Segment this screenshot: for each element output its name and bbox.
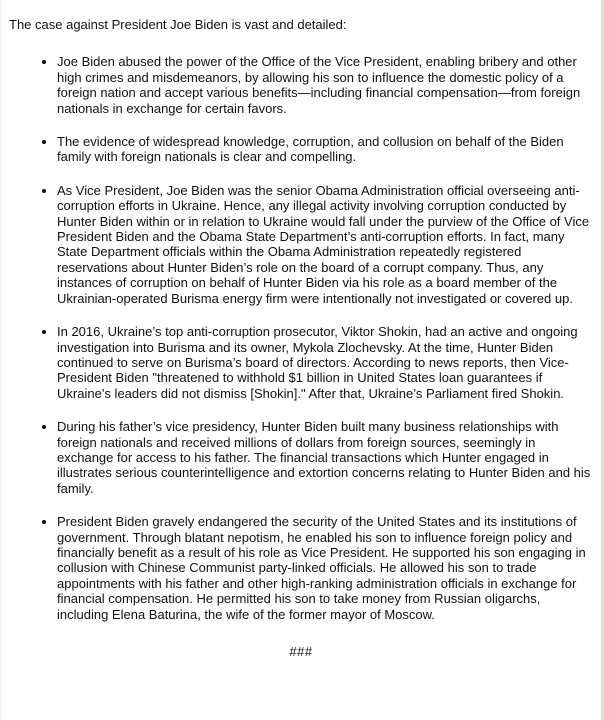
bullet-item: • As Vice President, Joe Biden was the senior Obama Administration official overseeing anti-corruption efforts in Ukraine. Hence, any illegal activity involving corruption conducted by Hunter Biden within or in relation to Ukraine would fall under the purview of the Office of Vice President Biden and the Obama State Department’s anti-corruption efforts. In fact, many State Department officials within the Obama Administration repeatedly registered reservations about Hunter Biden’s role on the board of a corrupt company. Thus, any instances of corruption on behalf of Hunter Biden via his role as a board member of the Ukrainian-operated Burisma energy firm were intentionally not investigated or covered up. (57, 183, 593, 306)
bullet-item: • Joe Biden abused the power of the Office of the Vice President, enabling bribery and other high crimes and misdemeanors, by allowing his son to influence the domestic policy of a foreign nation and accept various benefits—including financial compensation—from foreign nationals in exchange for certain favors. (57, 54, 593, 116)
bullet-item: • During his father’s vice presidency, Hunter Biden built many business relationships with foreign nationals and received millions of dollars from foreign sources, seemingly in exchange for access to his father. The financial transactions which Hunter engaged in illustrates serious counterintelligence and extortion concerns relating to Hunter Biden and his family. (57, 419, 593, 496)
bullet-item: • President Biden gravely endangered the security of the United States and its institutions of government. Through blatant nepotism, he enabled his son to influence foreign policy and financially benefit as a result of his role as Vice President. He supported his son engaging in collusion with Chinese Communist party-linked officials. He allowed his son to trade appointments with his father and other high-ranking administration officials in exchange for financial compensation. He permitted his son to take money from Russian oligarchs, including Elena Baturina, the wife of the former mayor of Moscow. (57, 514, 593, 622)
bullet-list (9, 54, 593, 622)
bullet-item: • The evidence of widespread knowledge, corruption, and collusion on behalf of the Biden family with foreign nationals is clear and compelling. (57, 134, 593, 165)
intro-paragraph: The case against President Joe Biden is vast and detailed: (9, 17, 347, 32)
end-mark: ### (289, 644, 313, 659)
bullet-item: • In 2016, Ukraine’s top anti-corruption prosecutor, Viktor Shokin, had an active and ongoing investigation into Burisma and its owner, Mykola Zlochevsky. At the time, Hunter Biden continued to serve on Burisma’s board of directors. According to news reports, then Vice-President Biden "threatened to withhold $1 billion in United States loan guarantees if Ukraine’s leaders did not dismiss [Shokin]." After that, Ukraine’s Parliament fired Shokin. (57, 324, 593, 401)
